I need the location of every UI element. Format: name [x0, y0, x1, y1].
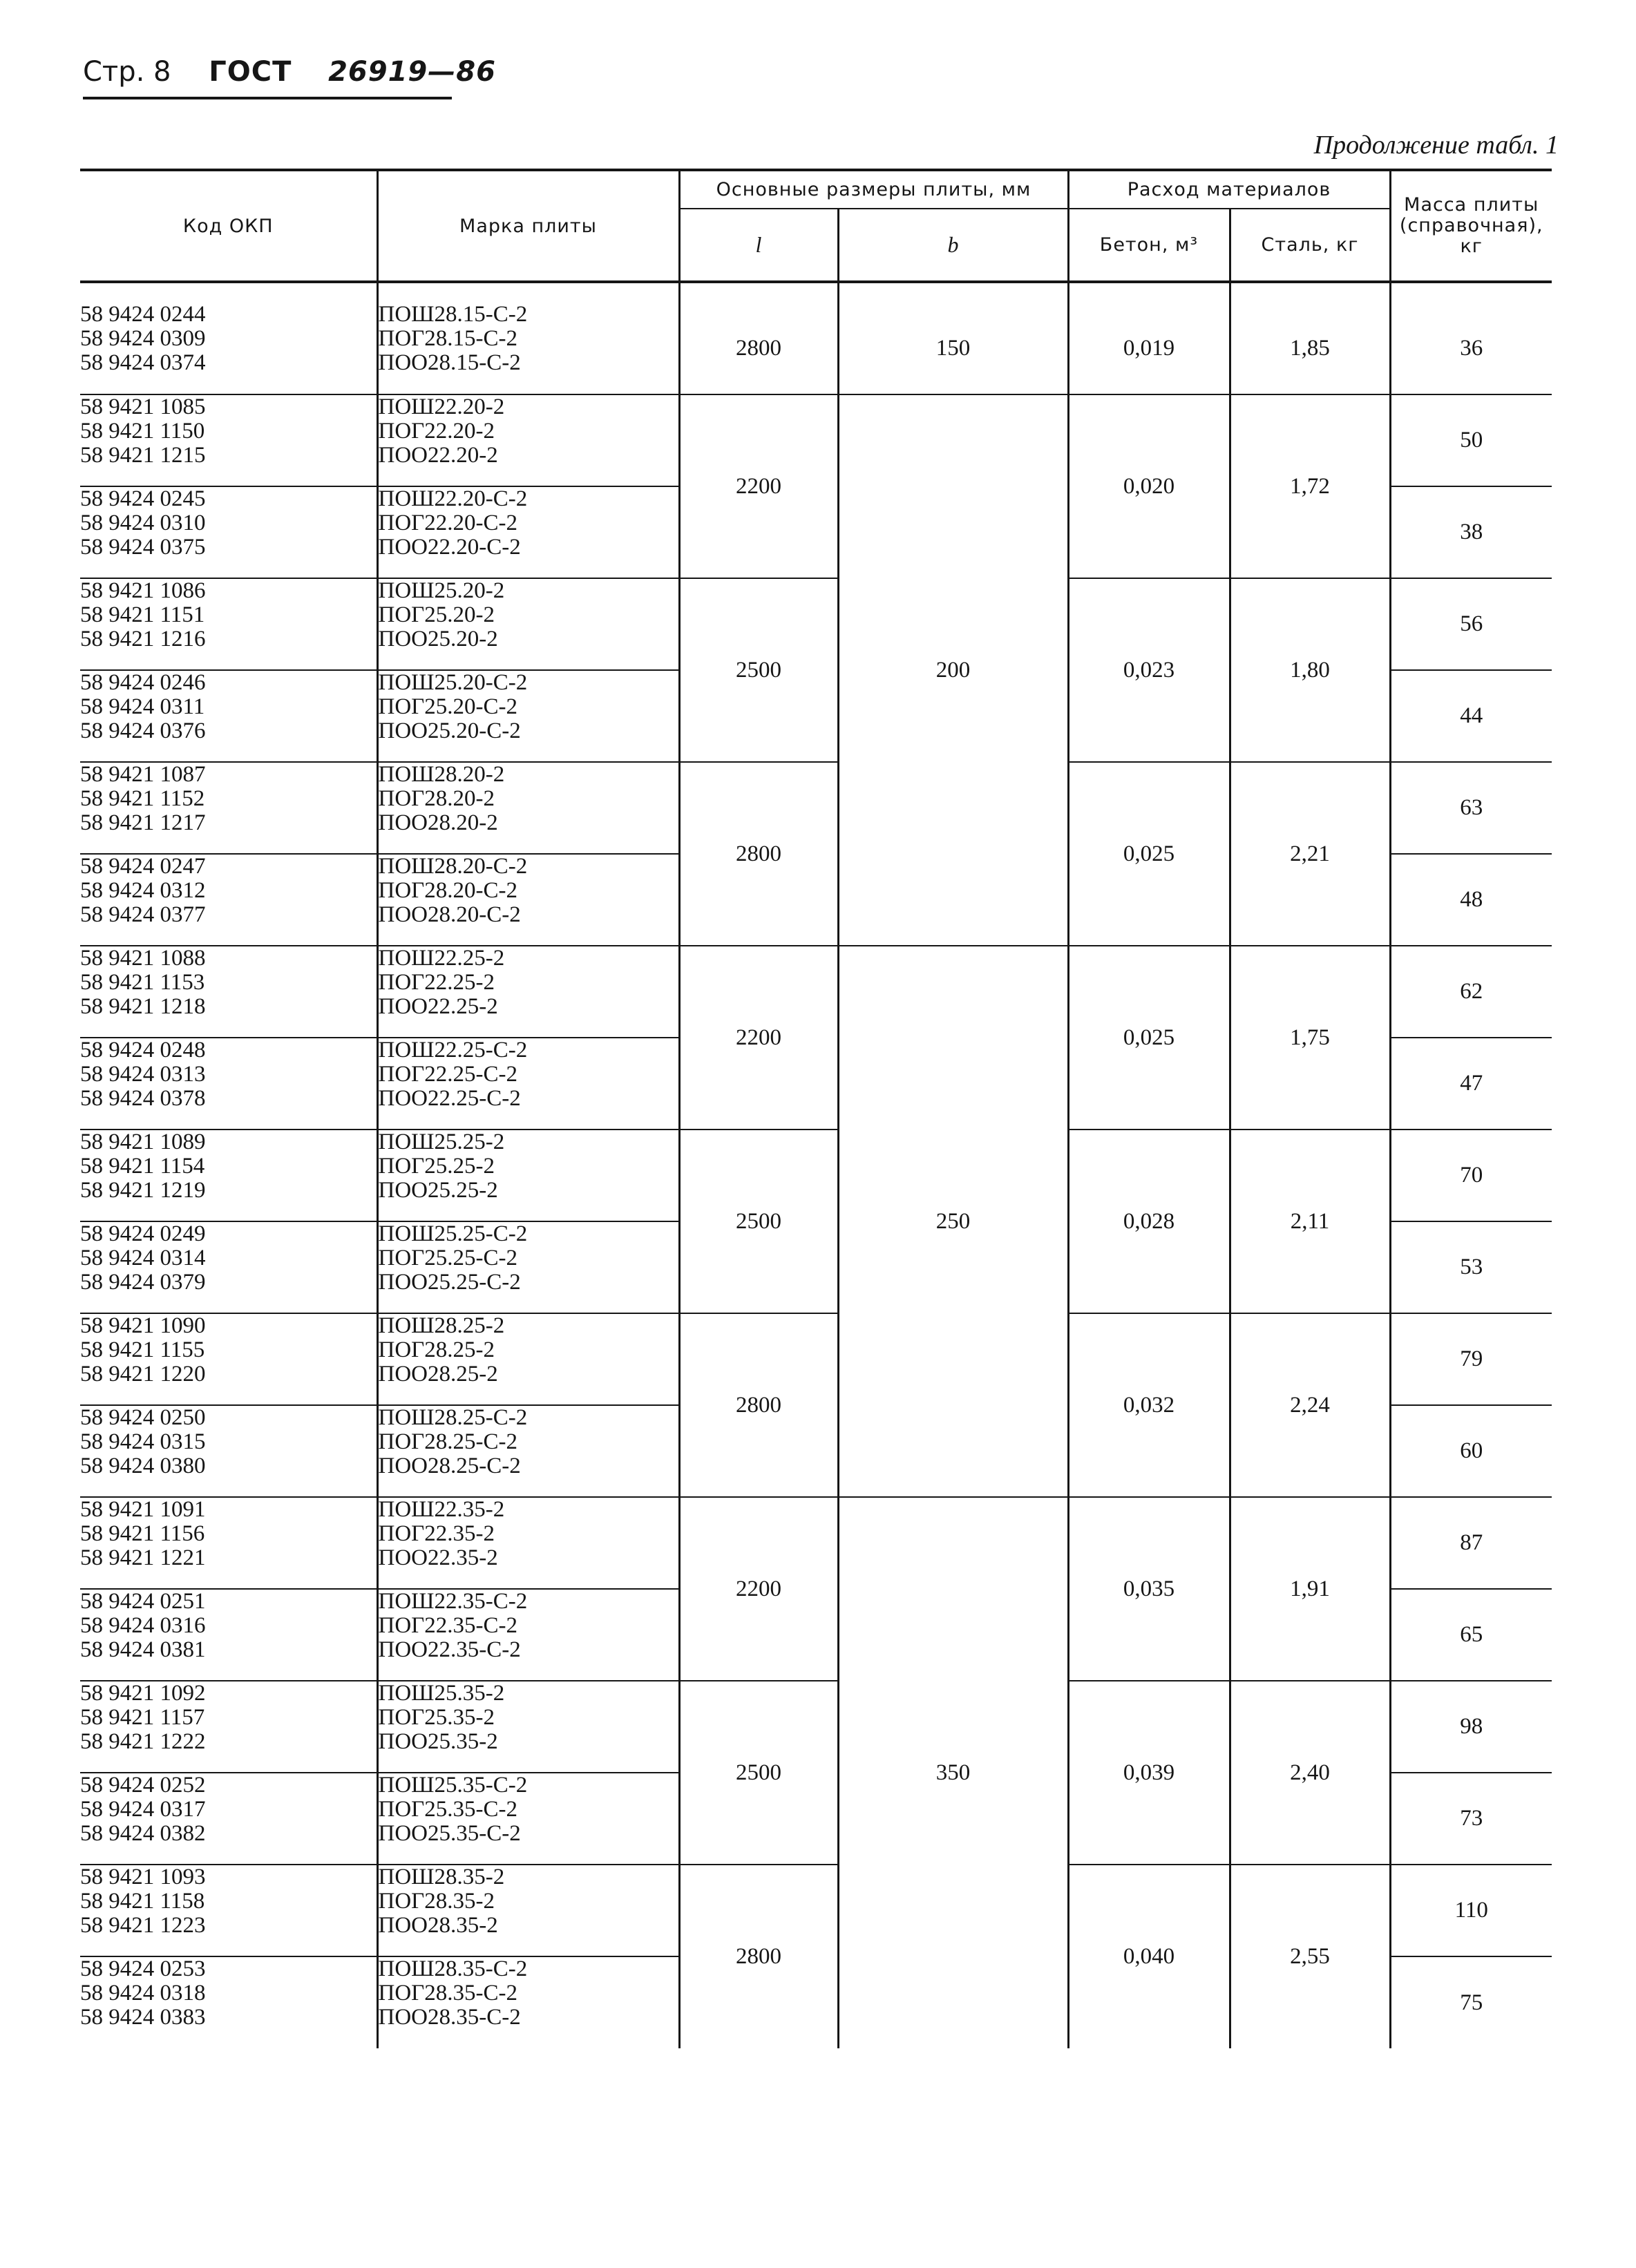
okp-code: 58 9421 1220 [80, 1362, 206, 1386]
okp-code: 58 9424 0249 [80, 1221, 206, 1246]
slab-marks-cell [377, 1773, 679, 1865]
mass-cell: 63 [1390, 762, 1552, 854]
okp-code: 58 9421 1223 [80, 1913, 206, 1938]
okp-codes-cell [80, 1681, 377, 1773]
slab-mark: ПОШ25.25-2 [378, 1130, 505, 1154]
slab-mark: ПОО25.35-2 [378, 1729, 498, 1754]
standard-number: 26919—86 [328, 56, 496, 88]
slab-mark: ПОШ22.35-2 [378, 1497, 505, 1522]
okp-code: 58 9424 0375 [80, 535, 206, 560]
table-body [80, 282, 1552, 2048]
mass-cell: 44 [1390, 670, 1552, 762]
slab-mark: ПОО22.20-С-2 [378, 535, 521, 560]
okp-code: 58 9424 0246 [80, 670, 206, 695]
okp-code: 58 9421 1088 [80, 946, 206, 971]
slab-mark: ПОО28.25-С-2 [378, 1454, 521, 1478]
slab-marks-cell [377, 1865, 679, 1956]
slab-marks-cell [377, 854, 679, 946]
table-row [80, 578, 1552, 670]
okp-codes-cell [80, 670, 377, 762]
spacer-cell [1390, 282, 1552, 303]
slab-marks-cell [377, 1038, 679, 1130]
header-mass-line: (справочная), [1399, 215, 1543, 236]
steel-cell: 2,24 [1230, 1313, 1390, 1497]
okp-code: 58 9424 0248 [80, 1038, 206, 1062]
concrete-cell: 0,025 [1068, 946, 1230, 1130]
length-l-cell: 2800 [679, 1313, 838, 1497]
okp-code: 58 9421 1150 [80, 419, 205, 444]
slab-mark: ПОГ28.15-С-2 [378, 326, 517, 351]
slab-marks-cell [377, 1130, 679, 1221]
slab-marks-cell [377, 1956, 679, 2048]
slab-mark: ПОГ28.35-2 [378, 1889, 495, 1914]
slab-mark: ПОО25.20-С-2 [378, 718, 521, 743]
table-row [80, 394, 1552, 486]
okp-code: 58 9424 0382 [80, 1821, 206, 1846]
spacer-cell [1068, 282, 1230, 303]
slab-table [80, 169, 1552, 2048]
mass-cell: 75 [1390, 1956, 1552, 2048]
okp-code: 58 9424 0377 [80, 902, 206, 927]
slab-marks-cell [377, 1313, 679, 1405]
okp-code: 58 9421 1087 [80, 762, 206, 787]
slab-marks-cell [377, 486, 679, 578]
okp-code: 58 9424 0309 [80, 326, 206, 351]
okp-code: 58 9424 0314 [80, 1246, 206, 1270]
concrete-cell: 0,035 [1068, 1497, 1230, 1681]
page-header [83, 51, 496, 93]
header-underline [83, 97, 452, 99]
slab-marks-cell [377, 1681, 679, 1773]
slab-mark: ПОШ28.25-2 [378, 1313, 505, 1338]
table-row [80, 1865, 1552, 1956]
slab-mark: ПОО25.25-С-2 [378, 1270, 521, 1295]
length-l-cell: 2800 [679, 303, 838, 394]
header-okp-code: Код ОКП [182, 215, 274, 237]
page-number: Стр. 8 [83, 56, 171, 88]
slab-mark: ПОО28.20-2 [378, 810, 498, 835]
mass-cell: 65 [1390, 1589, 1552, 1681]
mass-cell: 38 [1390, 486, 1552, 578]
slab-mark: ПОО28.20-С-2 [378, 902, 521, 927]
width-b-cell: 350 [838, 1497, 1068, 2048]
okp-code: 58 9424 0318 [80, 1981, 206, 2005]
okp-code: 58 9424 0315 [80, 1429, 206, 1454]
slab-mark: ПОГ22.25-С-2 [378, 1062, 517, 1087]
mass-cell: 62 [1390, 946, 1552, 1038]
slab-mark: ПОШ28.25-С-2 [378, 1405, 528, 1430]
mass-cell: 110 [1390, 1865, 1552, 1956]
length-l-cell: 2800 [679, 762, 838, 946]
slab-marks-cell [377, 1497, 679, 1589]
slab-mark: ПОО25.25-2 [378, 1178, 498, 1203]
length-l-cell: 2200 [679, 1497, 838, 1681]
slab-mark: ПОГ28.25-2 [378, 1337, 495, 1362]
okp-code: 58 9421 1156 [80, 1521, 205, 1546]
width-b-cell: 200 [838, 394, 1068, 946]
mass-cell: 47 [1390, 1038, 1552, 1130]
okp-code: 58 9424 0310 [80, 511, 206, 535]
okp-code: 58 9424 0381 [80, 1637, 206, 1662]
steel-cell: 1,75 [1230, 946, 1390, 1130]
mass-cell: 60 [1390, 1405, 1552, 1497]
slab-mark: ПОШ25.20-2 [378, 578, 505, 603]
slab-mark: ПОО22.35-2 [378, 1545, 498, 1570]
table-row [80, 303, 1552, 394]
okp-code: 58 9424 0250 [80, 1405, 206, 1430]
slab-mark: ПОШ25.25-С-2 [378, 1221, 528, 1246]
slab-mark: ПОО28.35-С-2 [378, 2005, 521, 2030]
okp-code: 58 9424 0378 [80, 1086, 206, 1111]
okp-codes-cell [80, 1405, 377, 1497]
okp-codes-cell [80, 1038, 377, 1130]
slab-mark: ПОГ22.25-2 [378, 970, 495, 995]
slab-marks-cell [377, 946, 679, 1038]
slab-mark: ПОО22.25-2 [378, 994, 498, 1019]
slab-mark: ПОШ28.20-2 [378, 762, 505, 787]
steel-cell: 2,55 [1230, 1865, 1390, 2048]
okp-codes-cell [80, 1313, 377, 1405]
okp-code: 58 9424 0316 [80, 1613, 206, 1638]
slab-mark: ПОГ22.20-2 [378, 419, 495, 444]
slab-mark: ПОО22.20-2 [378, 443, 498, 468]
okp-codes-cell [80, 1956, 377, 2048]
okp-code: 58 9421 1093 [80, 1865, 206, 1889]
okp-codes-cell [80, 762, 377, 854]
slab-marks-cell [377, 1221, 679, 1313]
steel-cell: 1,72 [1230, 394, 1390, 578]
steel-cell: 2,21 [1230, 762, 1390, 946]
concrete-cell: 0,023 [1068, 578, 1230, 762]
slab-mark: ПОГ25.35-С-2 [378, 1797, 517, 1822]
slab-mark: ПОШ28.35-С-2 [378, 1956, 528, 1981]
header-mass-line: Масса плиты [1404, 194, 1539, 216]
slab-mark: ПОГ25.20-С-2 [378, 694, 517, 719]
okp-codes-cell [80, 946, 377, 1038]
header-materials: Расход материалов [1068, 170, 1390, 209]
spacer-cell [377, 282, 679, 303]
okp-code: 58 9424 0313 [80, 1062, 206, 1087]
table-row [80, 1681, 1552, 1773]
slab-mark: ПОГ28.25-С-2 [378, 1429, 517, 1454]
okp-code: 58 9421 1085 [80, 394, 206, 419]
slab-mark: ПОО25.20-2 [378, 627, 498, 651]
spacer-cell [838, 282, 1068, 303]
okp-code: 58 9421 1218 [80, 994, 206, 1019]
okp-code: 58 9421 1157 [80, 1705, 205, 1730]
length-l-cell: 2500 [679, 1681, 838, 1865]
okp-code: 58 9421 1217 [80, 810, 206, 835]
slab-marks-cell [377, 303, 679, 394]
okp-code: 58 9424 0251 [80, 1589, 206, 1614]
concrete-cell: 0,019 [1068, 303, 1230, 394]
okp-code: 58 9421 1154 [80, 1154, 205, 1179]
okp-code: 58 9424 0247 [80, 854, 206, 879]
okp-code: 58 9421 1221 [80, 1545, 206, 1570]
slab-marks-cell [377, 578, 679, 670]
slab-mark: ПОГ28.20-С-2 [378, 878, 517, 903]
slab-mark: ПОГ25.25-С-2 [378, 1246, 517, 1270]
okp-code: 58 9421 1152 [80, 786, 205, 811]
width-b-cell: 150 [838, 303, 1068, 394]
mass-cell: 53 [1390, 1221, 1552, 1313]
concrete-cell: 0,025 [1068, 762, 1230, 946]
okp-code: 58 9424 0374 [80, 350, 206, 375]
slab-mark: ПОО28.25-2 [378, 1362, 498, 1386]
standard-label: ГОСТ [209, 56, 292, 88]
okp-code: 58 9421 1216 [80, 627, 206, 651]
okp-codes-cell [80, 1773, 377, 1865]
okp-code: 58 9421 1151 [80, 602, 205, 627]
mass-cell: 87 [1390, 1497, 1552, 1589]
okp-code: 58 9421 1155 [80, 1337, 205, 1362]
table-row [80, 946, 1552, 1038]
slab-mark: ПОШ22.25-2 [378, 946, 505, 971]
slab-mark: ПОО28.35-2 [378, 1913, 498, 1938]
okp-code: 58 9421 1090 [80, 1313, 206, 1338]
slab-mark: ПОШ28.20-С-2 [378, 854, 528, 879]
slab-mark: ПОШ22.35-С-2 [378, 1589, 528, 1614]
slab-mark: ПОГ28.20-2 [378, 786, 495, 811]
length-l-cell: 2200 [679, 394, 838, 578]
slab-mark: ПОГ22.35-С-2 [378, 1613, 517, 1638]
slab-marks-cell [377, 394, 679, 486]
okp-code: 58 9424 0245 [80, 486, 206, 511]
length-l-cell: 2800 [679, 1865, 838, 2048]
header-mass [1390, 170, 1552, 282]
okp-codes-cell [80, 486, 377, 578]
okp-code: 58 9424 0311 [80, 694, 205, 719]
width-b-cell: 250 [838, 946, 1068, 1497]
steel-cell: 1,91 [1230, 1497, 1390, 1681]
okp-code: 58 9421 1222 [80, 1729, 206, 1754]
slab-mark: ПОШ22.20-2 [378, 394, 505, 419]
header-concrete: Бетон, м³ [1068, 209, 1230, 282]
okp-codes-cell [80, 1589, 377, 1681]
table-row [80, 1130, 1552, 1221]
table-continuation-label: Продолжение табл. 1 [1313, 131, 1559, 160]
slab-mark: ПОО22.35-С-2 [378, 1637, 521, 1662]
okp-code: 58 9424 0383 [80, 2005, 206, 2030]
slab-marks-cell [377, 670, 679, 762]
mass-cell: 79 [1390, 1313, 1552, 1405]
okp-code: 58 9424 0317 [80, 1797, 206, 1822]
slab-mark: ПОГ28.35-С-2 [378, 1981, 517, 2005]
mass-cell: 36 [1390, 303, 1552, 394]
steel-cell: 2,40 [1230, 1681, 1390, 1865]
okp-codes-cell [80, 1221, 377, 1313]
okp-code: 58 9424 0312 [80, 878, 206, 903]
slab-marks-cell [377, 762, 679, 854]
okp-code: 58 9421 1086 [80, 578, 206, 603]
header-mass-line: кг [1460, 236, 1483, 257]
okp-code: 58 9421 1092 [80, 1681, 206, 1706]
okp-codes-cell [80, 1130, 377, 1221]
okp-code: 58 9424 0379 [80, 1270, 206, 1295]
header-width: b [838, 209, 1068, 282]
steel-cell: 1,85 [1230, 303, 1390, 394]
okp-code: 58 9424 0376 [80, 718, 206, 743]
concrete-cell: 0,032 [1068, 1313, 1230, 1497]
okp-code: 58 9424 0380 [80, 1454, 206, 1478]
okp-codes-cell [80, 1497, 377, 1589]
okp-code: 58 9421 1158 [80, 1889, 205, 1914]
length-l-cell: 2500 [679, 1130, 838, 1313]
slab-mark: ПОГ22.20-С-2 [378, 511, 517, 535]
okp-code: 58 9424 0244 [80, 302, 206, 327]
table-row [80, 1497, 1552, 1589]
okp-code: 58 9421 1215 [80, 443, 206, 468]
okp-code: 58 9421 1089 [80, 1130, 206, 1154]
header-steel: Сталь, кг [1230, 209, 1390, 282]
length-l-cell: 2500 [679, 578, 838, 762]
slab-mark: ПОГ25.20-2 [378, 602, 495, 627]
okp-code: 58 9424 0252 [80, 1773, 206, 1798]
mass-cell: 50 [1390, 394, 1552, 486]
mass-cell: 73 [1390, 1773, 1552, 1865]
okp-codes-cell [80, 1865, 377, 1956]
spacer-cell [679, 282, 838, 303]
slab-mark: ПОО22.25-С-2 [378, 1086, 521, 1111]
slab-mark: ПОШ25.35-2 [378, 1681, 505, 1706]
slab-mark: ПОШ22.20-С-2 [378, 486, 528, 511]
slab-mark: ПОГ25.25-2 [378, 1154, 495, 1179]
concrete-cell: 0,020 [1068, 394, 1230, 578]
concrete-cell: 0,028 [1068, 1130, 1230, 1313]
okp-codes-cell [80, 303, 377, 394]
okp-codes-cell [80, 394, 377, 486]
slab-mark: ПОГ22.35-2 [378, 1521, 495, 1546]
mass-cell: 56 [1390, 578, 1552, 670]
concrete-cell: 0,040 [1068, 1865, 1230, 2048]
header-slab-mark: Марка плиты [377, 170, 679, 282]
mass-cell: 48 [1390, 854, 1552, 946]
slab-mark: ПОШ28.15-С-2 [378, 302, 528, 327]
slab-mark: ПОШ28.35-2 [378, 1865, 505, 1889]
okp-codes-cell [80, 854, 377, 946]
slab-mark: ПОО25.35-С-2 [378, 1821, 521, 1846]
slab-marks-cell [377, 1405, 679, 1497]
spacer-cell [1230, 282, 1390, 303]
spacer-row [80, 282, 1552, 303]
concrete-cell: 0,039 [1068, 1681, 1230, 1865]
header-length: l [679, 209, 838, 282]
table-row [80, 762, 1552, 854]
slab-mark: ПОГ25.35-2 [378, 1705, 495, 1730]
table-row [80, 1313, 1552, 1405]
spacer-cell [80, 282, 377, 303]
steel-cell: 2,11 [1230, 1130, 1390, 1313]
okp-code: 58 9421 1153 [80, 970, 205, 995]
slab-mark: ПОО28.15-С-2 [378, 350, 521, 375]
slab-mark: ПОШ22.25-С-2 [378, 1038, 528, 1062]
mass-cell: 98 [1390, 1681, 1552, 1773]
okp-codes-cell [80, 578, 377, 670]
steel-cell: 1,80 [1230, 578, 1390, 762]
length-l-cell: 2200 [679, 946, 838, 1130]
table-header [80, 170, 1552, 282]
okp-code: 58 9421 1091 [80, 1497, 206, 1522]
slab-marks-cell [377, 1589, 679, 1681]
okp-code: 58 9421 1219 [80, 1178, 206, 1203]
header-main-dimensions: Основные размеры плиты, мм [679, 170, 1068, 209]
okp-code: 58 9424 0253 [80, 1956, 206, 1981]
slab-mark: ПОШ25.20-С-2 [378, 670, 528, 695]
mass-cell: 70 [1390, 1130, 1552, 1221]
slab-mark: ПОШ25.35-С-2 [378, 1773, 528, 1798]
